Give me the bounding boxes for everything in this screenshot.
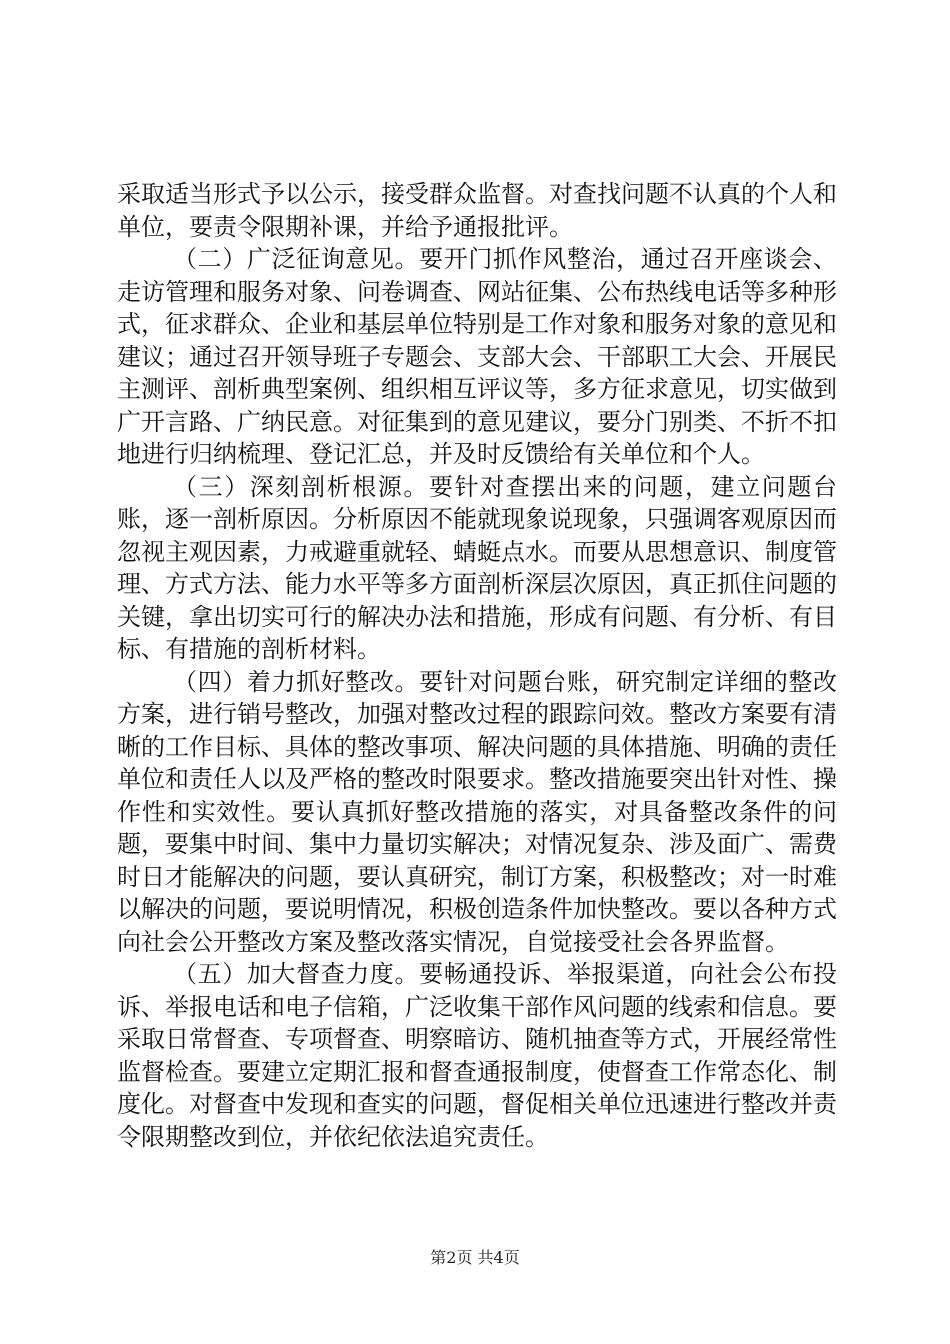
paragraph-rectification: （四）着力抓好整改。要针对问题台账，研究制定详细的整改方案，进行销号整改，加强对整改过程的跟踪问效。整改方案要有清晰的工作目标、具体的整改事项、解决问题的具体措施、明确的责任单位和责任人以及严格的整改时限要求。整改措施要突出针对性、操作性和实效性。要认真抓好整改措施的落实，对具备整改条件的问题，要集中时间、集中力量切实解决；对情况复杂、涉及面广、需费时日才能解决的问题，要认真研究，制订方案，积极整改；对一时难以解决的问题，要说明情况，积极创造条件加快整改。要以各种方式向社会公开整改方案及整改落实情况，自觉接受社会各界监督。 xyxy=(117,667,837,956)
paragraph-analyze-root-causes: （三）深刻剖析根源。要针对查摆出来的问题，建立问题台账，逐一剖析原因。分析原因不能就现象说现象，只强调客观原因而忽视主观因素，力戒避重就轻、蜻蜓点水。而要从思想意识、制度管理、方式方法、能力水平等多方面剖析深层次原因，真正抓住问题的关键，拿出切实可行的解决办法和措施，形成有问题、有分析、有目标、有措施的剖析材料。 xyxy=(117,472,837,663)
paragraph-solicit-opinions: （二）广泛征询意见。要开门抓作风整治，通过召开座谈会、走访管理和服务对象、问卷调查、网站征集、公布热线电话等多种形式，征求群众、企业和基层单位特别是工作对象和服务对象的意见和建议；通过召开领导班子专题会、支部大会、干部职工大会、开展民主测评、剖析典型案例、组织相互评议等，多方征求意见，切实做到广开言路、广纳民意。对征集到的意见建议，要分门别类、不折不扣地进行归纳梳理、登记汇总，并及时反馈给有关单位和个人。 xyxy=(117,245,837,468)
paragraph-continuation: 采取适当形式予以公示，接受群众监督。对查找问题不认真的个人和单位，要责令限期补课，并给予通报批评。 xyxy=(117,180,837,241)
paragraph-supervision: （五）加大督查力度。要畅通投诉、举报渠道，向社会公布投诉、举报电话和电子信箱，广泛收集干部作风问题的线索和信息。要采取日常督查、专项督查、明察暗访、随机抽查等方式，开展经常性监督检查。要建立定期汇报和督查通报制度，使督查工作常态化、制度化。对督查中发现和查实的问题，督促相关单位迅速进行整改并责令限期整改到位，并依纪依法追究责任。 xyxy=(117,960,837,1151)
page-number-footer: 第2页 共4页 xyxy=(430,1248,520,1267)
document-body xyxy=(117,178,837,1153)
